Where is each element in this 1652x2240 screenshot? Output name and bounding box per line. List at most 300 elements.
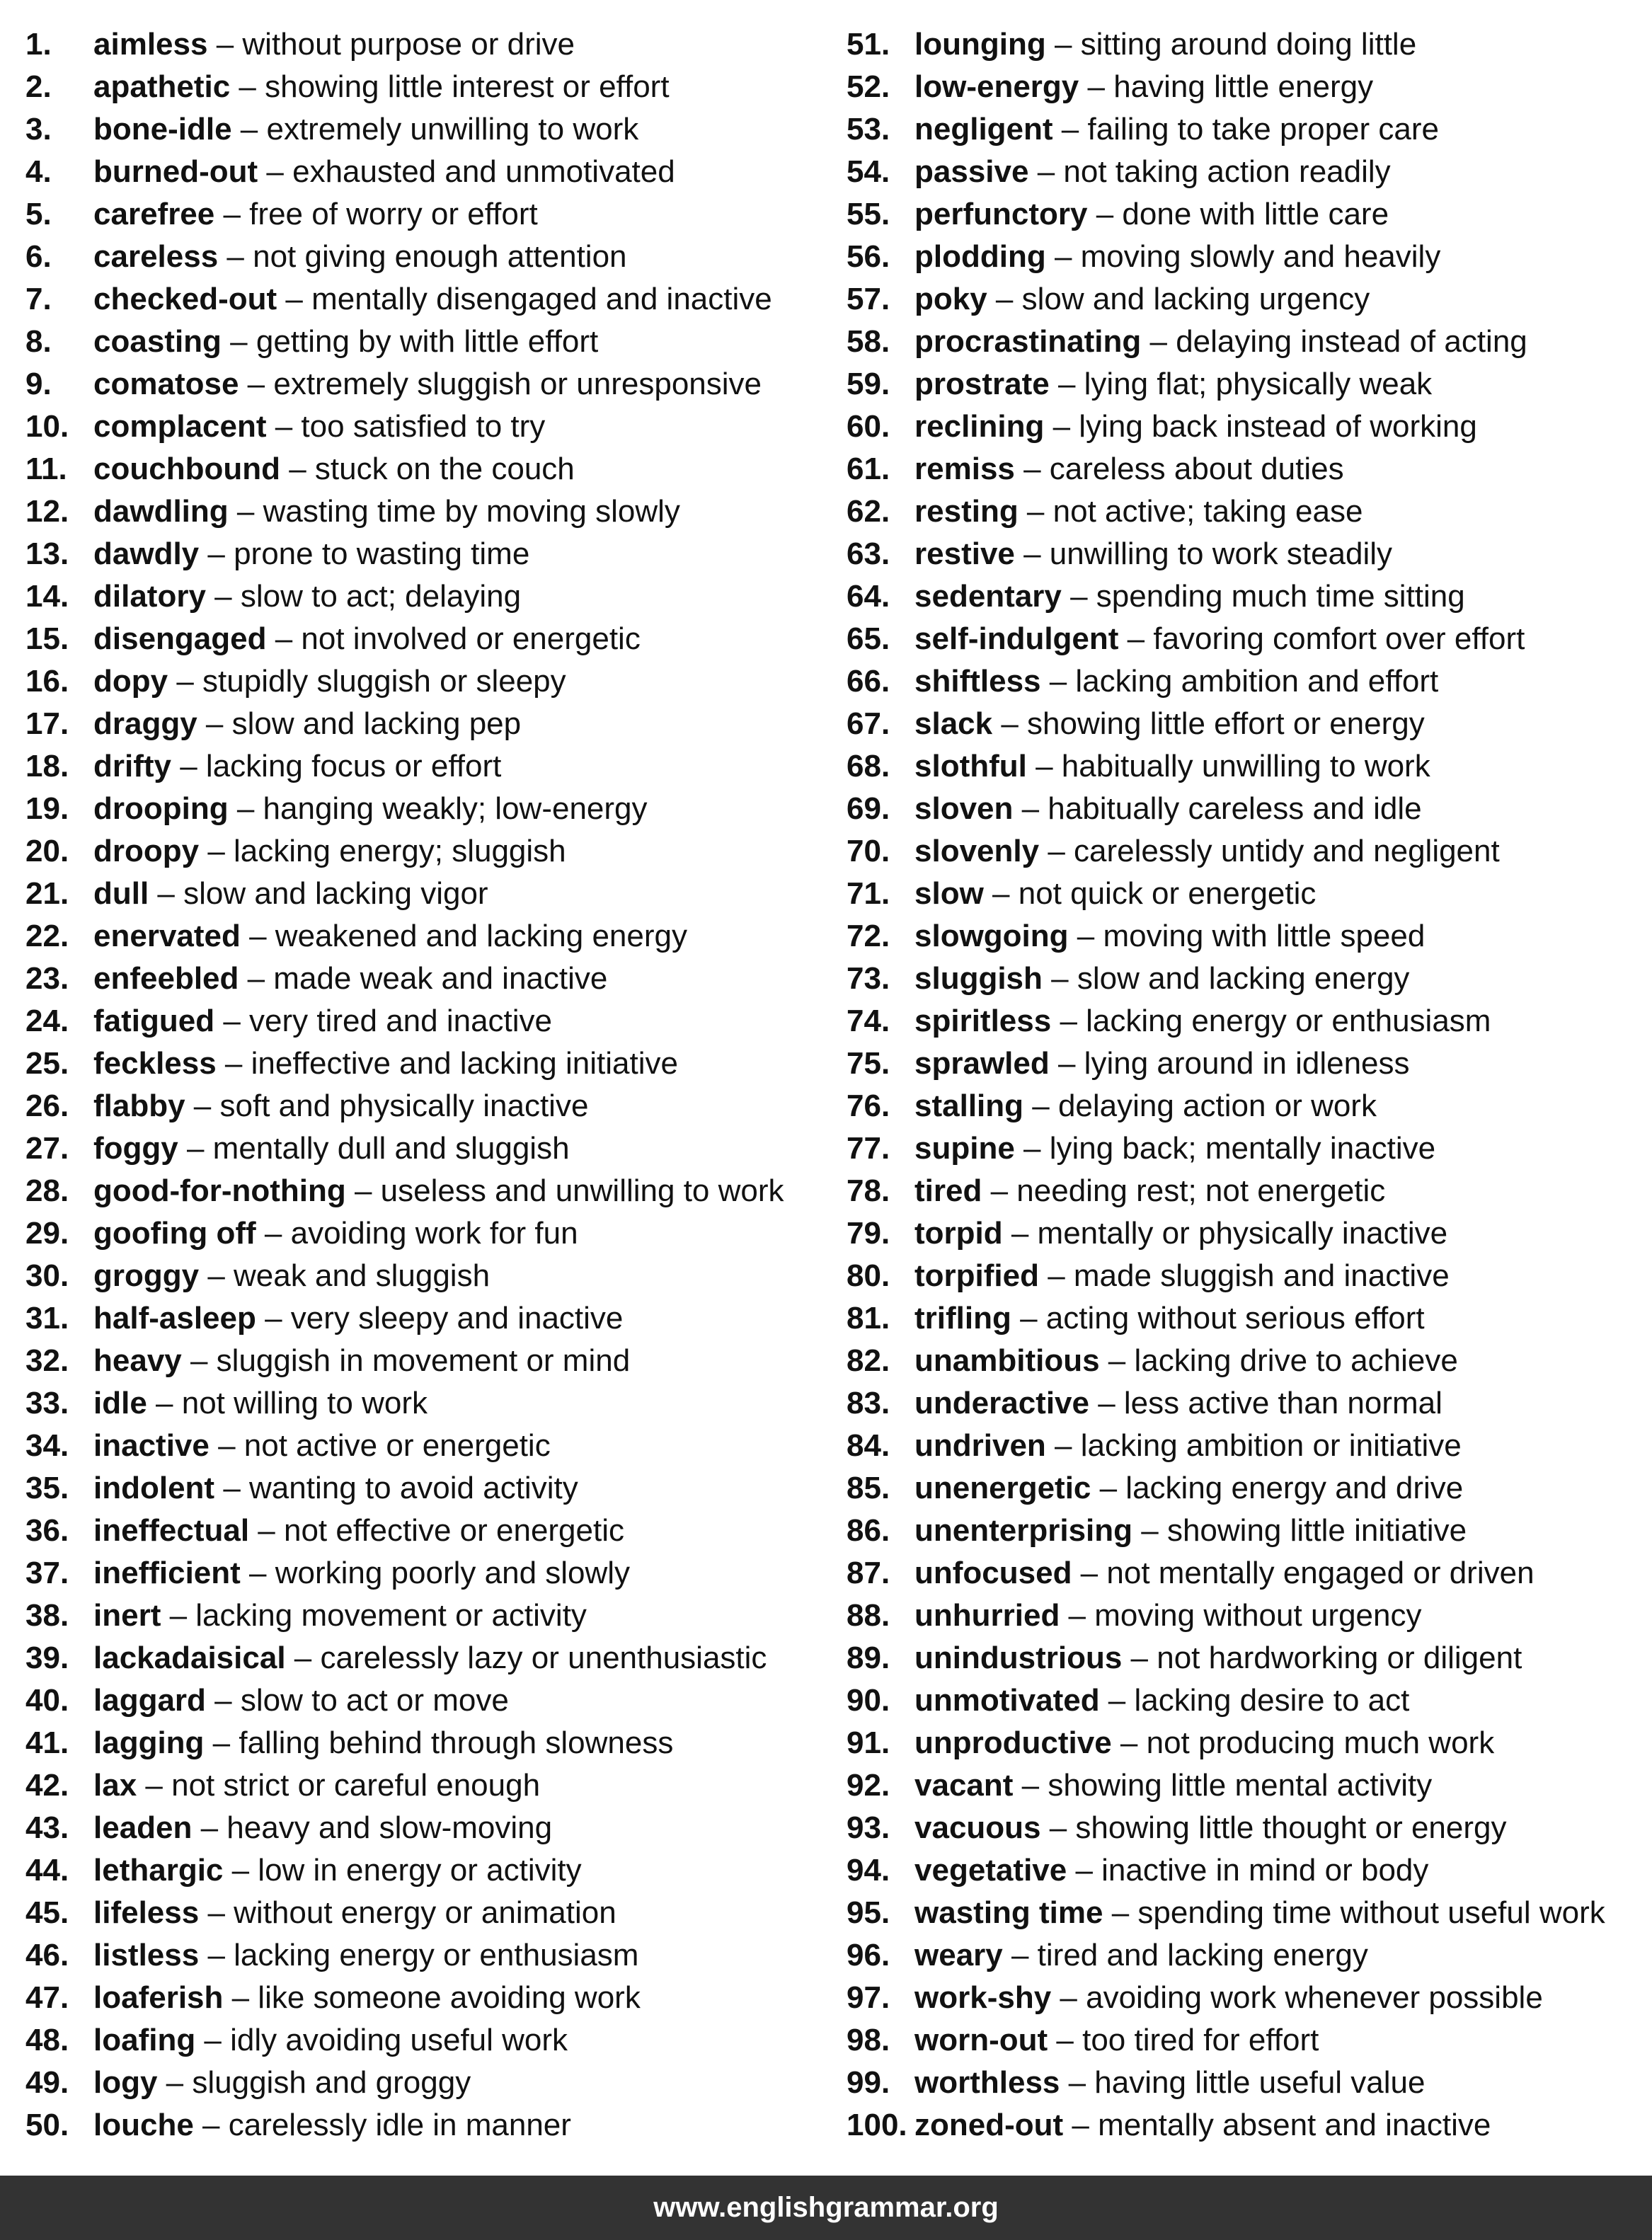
item-term: drooping — [93, 791, 229, 826]
item-number: 15. — [25, 621, 69, 656]
item-number: 30. — [25, 1258, 69, 1293]
list-item — [847, 1849, 1646, 1892]
item-text — [93, 1977, 641, 2019]
item-number: 52. — [847, 69, 890, 104]
item-number: 92. — [847, 1768, 890, 1803]
item-definition: – like someone avoiding work — [223, 1980, 641, 2015]
item-number: 86. — [847, 1513, 890, 1548]
list-item — [847, 1467, 1646, 1510]
list-item — [25, 23, 839, 66]
item-number: 45. — [25, 1895, 69, 1930]
item-definition: – slow and lacking vigor — [149, 876, 488, 911]
item-definition: – very tired and inactive — [214, 1004, 553, 1038]
item-definition: – exhausted and unmotivated — [258, 154, 675, 189]
item-definition: – mentally or physically inactive — [1002, 1216, 1448, 1251]
item-number: 100. — [847, 2108, 907, 2142]
item-text — [914, 618, 1525, 660]
list-item — [25, 745, 839, 788]
item-term: idle — [93, 1386, 147, 1420]
item-number: 72. — [847, 919, 890, 953]
item-text — [93, 873, 488, 915]
item-definition: – weakened and lacking energy — [240, 919, 687, 953]
list-item — [847, 1000, 1646, 1043]
list-item — [25, 448, 839, 490]
item-text — [914, 321, 1527, 363]
item-term: remiss — [914, 452, 1015, 486]
item-number: 20. — [25, 834, 69, 868]
item-term: vacuous — [914, 1810, 1041, 1845]
item-number: 40. — [25, 1683, 69, 1718]
item-term: dopy — [93, 664, 168, 699]
item-number: 9. — [25, 367, 52, 401]
item-text — [93, 830, 566, 873]
list-item — [25, 1000, 839, 1043]
item-definition: – wanting to avoid activity — [214, 1471, 578, 1505]
item-number: 53. — [847, 112, 890, 147]
item-number: 22. — [25, 919, 69, 953]
item-number: 34. — [25, 1428, 69, 1463]
item-text — [914, 1637, 1522, 1679]
item-text — [914, 1085, 1377, 1127]
item-text — [914, 575, 1465, 618]
item-number: 75. — [847, 1046, 890, 1081]
list-item — [25, 1382, 839, 1425]
list-item — [847, 1892, 1646, 1934]
list-item — [25, 2104, 839, 2147]
item-text — [914, 1425, 1462, 1467]
item-definition: – tired and lacking energy — [1002, 1938, 1368, 1972]
item-term: disengaged — [93, 621, 267, 656]
item-text — [914, 1552, 1535, 1595]
item-term: inefficient — [93, 1556, 241, 1590]
item-definition: – carelessly lazy or unenthusiastic — [285, 1641, 767, 1675]
item-text — [93, 278, 772, 321]
item-definition: – moving without urgency — [1060, 1598, 1422, 1633]
item-text — [93, 1170, 784, 1212]
item-text — [914, 660, 1438, 703]
item-number: 77. — [847, 1131, 890, 1166]
item-text — [93, 958, 607, 1000]
item-term: sedentary — [914, 579, 1062, 614]
item-term: leaden — [93, 1810, 193, 1845]
item-number: 65. — [847, 621, 890, 656]
item-definition: – habitually unwilling to work — [1026, 749, 1430, 783]
list-item — [847, 278, 1646, 321]
list-item — [847, 1552, 1646, 1595]
item-definition: – weak and sluggish — [199, 1258, 491, 1293]
list-item — [25, 363, 839, 406]
item-term: worn-out — [914, 2023, 1048, 2057]
item-term: enfeebled — [93, 961, 239, 996]
item-number: 63. — [847, 536, 890, 571]
item-text — [914, 1934, 1368, 1977]
list-item — [847, 1934, 1646, 1977]
list-item — [25, 1510, 839, 1552]
item-text — [93, 1722, 673, 1764]
list-item — [847, 1340, 1646, 1382]
item-text — [93, 1934, 638, 1977]
item-term: loaferish — [93, 1980, 224, 2015]
item-term: good-for-nothing — [93, 1173, 346, 1208]
item-number: 79. — [847, 1216, 890, 1251]
item-term: unindustrious — [914, 1641, 1123, 1675]
item-text — [914, 1977, 1543, 2019]
item-number: 37. — [25, 1556, 69, 1590]
item-definition: – extremely unwilling to work — [231, 112, 639, 147]
item-term: torpified — [914, 1258, 1039, 1293]
item-text — [914, 236, 1440, 278]
list-item — [25, 1849, 839, 1892]
list-item — [847, 448, 1646, 490]
item-text — [93, 1807, 552, 1849]
item-number: 33. — [25, 1386, 69, 1420]
item-number: 88. — [847, 1598, 890, 1633]
item-text — [914, 533, 1392, 575]
item-text — [93, 193, 538, 236]
item-definition: – not mentally engaged or driven — [1072, 1556, 1535, 1590]
item-definition: – sitting around doing little — [1045, 27, 1417, 62]
item-definition: – sluggish and groggy — [157, 2065, 471, 2100]
item-text — [914, 1807, 1506, 1849]
item-number: 59. — [847, 367, 890, 401]
list-item — [25, 788, 839, 830]
item-definition: – lacking ambition and effort — [1040, 664, 1439, 699]
item-term: slovenly — [914, 834, 1040, 868]
item-text — [93, 575, 521, 618]
item-definition: – habitually careless and idle — [1013, 791, 1422, 826]
item-term: self-indulgent — [914, 621, 1119, 656]
item-number: 69. — [847, 791, 890, 826]
item-number: 64. — [847, 579, 890, 614]
item-text — [93, 788, 648, 830]
item-definition: – too satisfied to try — [266, 409, 546, 444]
list-item — [25, 915, 839, 958]
item-definition: – careless about duties — [1014, 452, 1344, 486]
item-definition: – lacking focus or effort — [171, 749, 502, 783]
item-term: feckless — [93, 1046, 217, 1081]
item-definition: – favoring comfort over effort — [1118, 621, 1525, 656]
list-item — [847, 2104, 1646, 2147]
item-definition: – lacking energy or enthusiasm — [1051, 1004, 1491, 1038]
item-number: 83. — [847, 1386, 890, 1420]
item-term: vegetative — [914, 1853, 1067, 1888]
item-definition: – showing little mental activity — [1013, 1768, 1433, 1803]
item-term: goofing off — [93, 1216, 256, 1251]
item-text — [93, 1764, 540, 1807]
item-definition: – lacking desire to act — [1099, 1683, 1410, 1718]
list-item — [25, 1679, 839, 1722]
item-text — [914, 915, 1425, 958]
item-number: 55. — [847, 197, 890, 231]
list-item — [25, 1255, 839, 1297]
item-definition: – slow to act or move — [205, 1683, 509, 1718]
item-term: tired — [914, 1173, 982, 1208]
item-text — [93, 490, 680, 533]
item-text — [93, 66, 670, 108]
item-number: 68. — [847, 749, 890, 783]
item-number: 44. — [25, 1853, 69, 1888]
item-term: complacent — [93, 409, 267, 444]
item-term: procrastinating — [914, 324, 1142, 359]
list-item — [25, 1297, 839, 1340]
item-term: plodding — [914, 239, 1046, 274]
list-item — [25, 66, 839, 108]
item-definition: – showing little initiative — [1132, 1513, 1467, 1548]
list-item — [25, 1467, 839, 1510]
item-definition: – mentally dull and sluggish — [178, 1131, 570, 1166]
item-number: 74. — [847, 1004, 890, 1038]
item-number: 99. — [847, 2065, 890, 2100]
list-item — [847, 618, 1646, 660]
item-definition: – slow to act; delaying — [205, 579, 522, 614]
item-term: lounging — [914, 27, 1046, 62]
list-item — [847, 745, 1646, 788]
item-definition: – lying back instead of working — [1044, 409, 1477, 444]
item-number: 51. — [847, 27, 890, 62]
item-text — [93, 533, 529, 575]
list-item — [25, 1934, 839, 1977]
item-term: unhurried — [914, 1598, 1060, 1633]
item-text — [914, 66, 1373, 108]
item-text — [914, 2019, 1319, 2062]
item-text — [914, 448, 1344, 490]
item-text — [914, 1595, 1421, 1637]
item-definition: – hanging weakly; low-energy — [228, 791, 648, 826]
item-number: 47. — [25, 1980, 69, 2015]
footer-url[interactable]: www.englishgrammar.org — [653, 2192, 999, 2223]
list-item — [25, 1212, 839, 1255]
item-text — [914, 406, 1477, 448]
item-text — [93, 1552, 630, 1595]
item-text — [914, 193, 1389, 236]
item-text — [914, 1127, 1435, 1170]
item-definition: – lacking movement or activity — [161, 1598, 587, 1633]
footer-bar — [0, 2176, 1652, 2240]
list-item — [847, 151, 1646, 193]
item-number: 62. — [847, 494, 890, 529]
item-text — [914, 1170, 1385, 1212]
list-item — [847, 23, 1646, 66]
item-number: 11. — [25, 452, 67, 486]
item-definition: – moving with little speed — [1068, 919, 1426, 953]
item-definition: – extremely sluggish or unresponsive — [239, 367, 762, 401]
item-definition: – inactive in mind or body — [1067, 1853, 1429, 1888]
list-item — [25, 703, 839, 745]
item-number: 46. — [25, 1938, 69, 1972]
list-item — [847, 1255, 1646, 1297]
item-term: perfunctory — [914, 197, 1088, 231]
item-text — [93, 1127, 570, 1170]
item-text — [93, 1849, 582, 1892]
list-item — [25, 1807, 839, 1849]
item-number: 97. — [847, 1980, 890, 2015]
item-definition: – not willing to work — [147, 1386, 428, 1420]
item-number: 81. — [847, 1301, 890, 1336]
item-number: 29. — [25, 1216, 69, 1251]
item-definition: – made sluggish and inactive — [1038, 1258, 1450, 1293]
list-item — [847, 193, 1646, 236]
item-text — [914, 1382, 1442, 1425]
item-term: bone-idle — [93, 112, 232, 147]
item-term: inert — [93, 1598, 161, 1633]
item-definition: – made weak and inactive — [239, 961, 608, 996]
item-definition: – showing little thought or energy — [1040, 1810, 1507, 1845]
list-item — [25, 830, 839, 873]
list-item — [847, 2062, 1646, 2104]
list-item — [847, 958, 1646, 1000]
item-number: 12. — [25, 494, 69, 529]
item-text — [93, 1085, 588, 1127]
list-item — [847, 1425, 1646, 1467]
item-text — [914, 1340, 1458, 1382]
item-text — [93, 1595, 587, 1637]
item-definition: – spending time without useful work — [1103, 1895, 1605, 1930]
item-number: 87. — [847, 1556, 890, 1590]
item-number: 41. — [25, 1725, 69, 1760]
item-text — [93, 363, 762, 406]
list-item — [847, 575, 1646, 618]
item-text — [914, 278, 1370, 321]
item-number: 32. — [25, 1343, 69, 1378]
item-term: reclining — [914, 409, 1045, 444]
item-term: poky — [914, 282, 987, 316]
item-term: enervated — [93, 919, 241, 953]
item-number: 98. — [847, 2023, 890, 2057]
item-text — [914, 830, 1500, 873]
item-term: unproductive — [914, 1725, 1112, 1760]
item-definition: – slow and lacking urgency — [987, 282, 1370, 316]
item-definition: – lying back; mentally inactive — [1014, 1131, 1436, 1166]
list-item — [847, 660, 1646, 703]
item-definition: – low in energy or activity — [223, 1853, 582, 1888]
item-definition: – less active than normal — [1089, 1386, 1442, 1420]
item-term: torpid — [914, 1216, 1003, 1251]
list-item — [25, 618, 839, 660]
item-number: 94. — [847, 1853, 890, 1888]
item-text — [93, 745, 501, 788]
item-definition: – delaying action or work — [1023, 1089, 1377, 1123]
item-text — [93, 151, 675, 193]
item-term: listless — [93, 1938, 200, 1972]
list-item — [847, 1637, 1646, 1679]
item-definition: – stuck on the couch — [280, 452, 575, 486]
item-number: 16. — [25, 664, 69, 699]
list-item — [25, 1340, 839, 1382]
item-text — [93, 1467, 578, 1510]
item-term: draggy — [93, 706, 197, 741]
list-item — [847, 1170, 1646, 1212]
list-item — [847, 1977, 1646, 2019]
item-number: 35. — [25, 1471, 69, 1505]
item-definition: – lacking ambition or initiative — [1045, 1428, 1462, 1463]
item-term: undriven — [914, 1428, 1046, 1463]
list-item — [847, 1043, 1646, 1085]
item-text — [93, 618, 641, 660]
item-term: dawdling — [93, 494, 229, 529]
item-term: slowgoing — [914, 919, 1069, 953]
item-number: 57. — [847, 282, 890, 316]
item-text — [93, 1679, 509, 1722]
item-term: underactive — [914, 1386, 1089, 1420]
item-definition: – lacking drive to achieve — [1099, 1343, 1458, 1378]
item-text — [93, 1340, 630, 1382]
item-text — [93, 1043, 678, 1085]
item-text — [914, 2104, 1491, 2147]
item-definition: – lacking energy; sluggish — [199, 834, 566, 868]
list-item — [847, 1722, 1646, 1764]
item-term: comatose — [93, 367, 239, 401]
item-definition: – not active; taking ease — [1018, 494, 1363, 529]
item-term: loafing — [93, 2023, 196, 2057]
list-item — [847, 2019, 1646, 2062]
item-text — [93, 236, 627, 278]
item-number: 31. — [25, 1301, 69, 1336]
item-definition: – not strict or careful enough — [137, 1768, 541, 1803]
item-text — [914, 108, 1439, 151]
item-definition: – moving slowly and heavily — [1045, 239, 1441, 274]
item-term: lax — [93, 1768, 137, 1803]
list-item — [847, 1085, 1646, 1127]
item-term: supine — [914, 1131, 1015, 1166]
item-text — [914, 1510, 1467, 1552]
item-definition: – done with little care — [1087, 197, 1389, 231]
item-definition: – prone to wasting time — [199, 536, 530, 571]
item-number: 7. — [25, 282, 52, 316]
item-text — [914, 958, 1409, 1000]
item-text — [914, 1255, 1450, 1297]
item-definition: – delaying instead of acting — [1141, 324, 1527, 359]
item-term: indolent — [93, 1471, 215, 1505]
item-term: coasting — [93, 324, 222, 359]
item-term: drifty — [93, 749, 171, 783]
list-item — [847, 788, 1646, 830]
list-item — [25, 1595, 839, 1637]
item-term: logy — [93, 2065, 158, 2100]
item-text — [93, 1212, 578, 1255]
item-number: 76. — [847, 1089, 890, 1123]
list-item — [847, 1382, 1646, 1425]
list-item — [25, 406, 839, 448]
item-definition: – having little energy — [1079, 69, 1374, 104]
item-number: 26. — [25, 1089, 69, 1123]
item-term: aimless — [93, 27, 208, 62]
item-text — [914, 1043, 1410, 1085]
item-number: 5. — [25, 197, 52, 231]
item-definition: – very sleepy and inactive — [256, 1301, 624, 1336]
item-term: fatigued — [93, 1004, 215, 1038]
item-text — [914, 1297, 1425, 1340]
word-list-right-column — [847, 23, 1646, 2147]
item-definition: – avoiding work whenever possible — [1051, 1980, 1543, 2015]
item-term: vacant — [914, 1768, 1014, 1803]
list-item — [25, 490, 839, 533]
item-definition: – carelessly idle in manner — [193, 2108, 571, 2142]
item-text — [93, 2062, 471, 2104]
item-definition: – getting by with little effort — [221, 324, 599, 359]
item-definition: – falling behind through slowness — [204, 1725, 674, 1760]
item-definition: – not giving enough attention — [218, 239, 627, 274]
list-item — [847, 490, 1646, 533]
item-text — [93, 915, 687, 958]
item-definition: – not hardworking or diligent — [1122, 1641, 1522, 1675]
item-definition: – lacking energy or enthusiasm — [199, 1938, 639, 1972]
item-number: 2. — [25, 69, 52, 104]
item-text — [914, 1764, 1432, 1807]
item-text — [914, 873, 1316, 915]
item-term: careless — [93, 239, 219, 274]
list-item — [847, 1297, 1646, 1340]
item-term: trifling — [914, 1301, 1011, 1336]
